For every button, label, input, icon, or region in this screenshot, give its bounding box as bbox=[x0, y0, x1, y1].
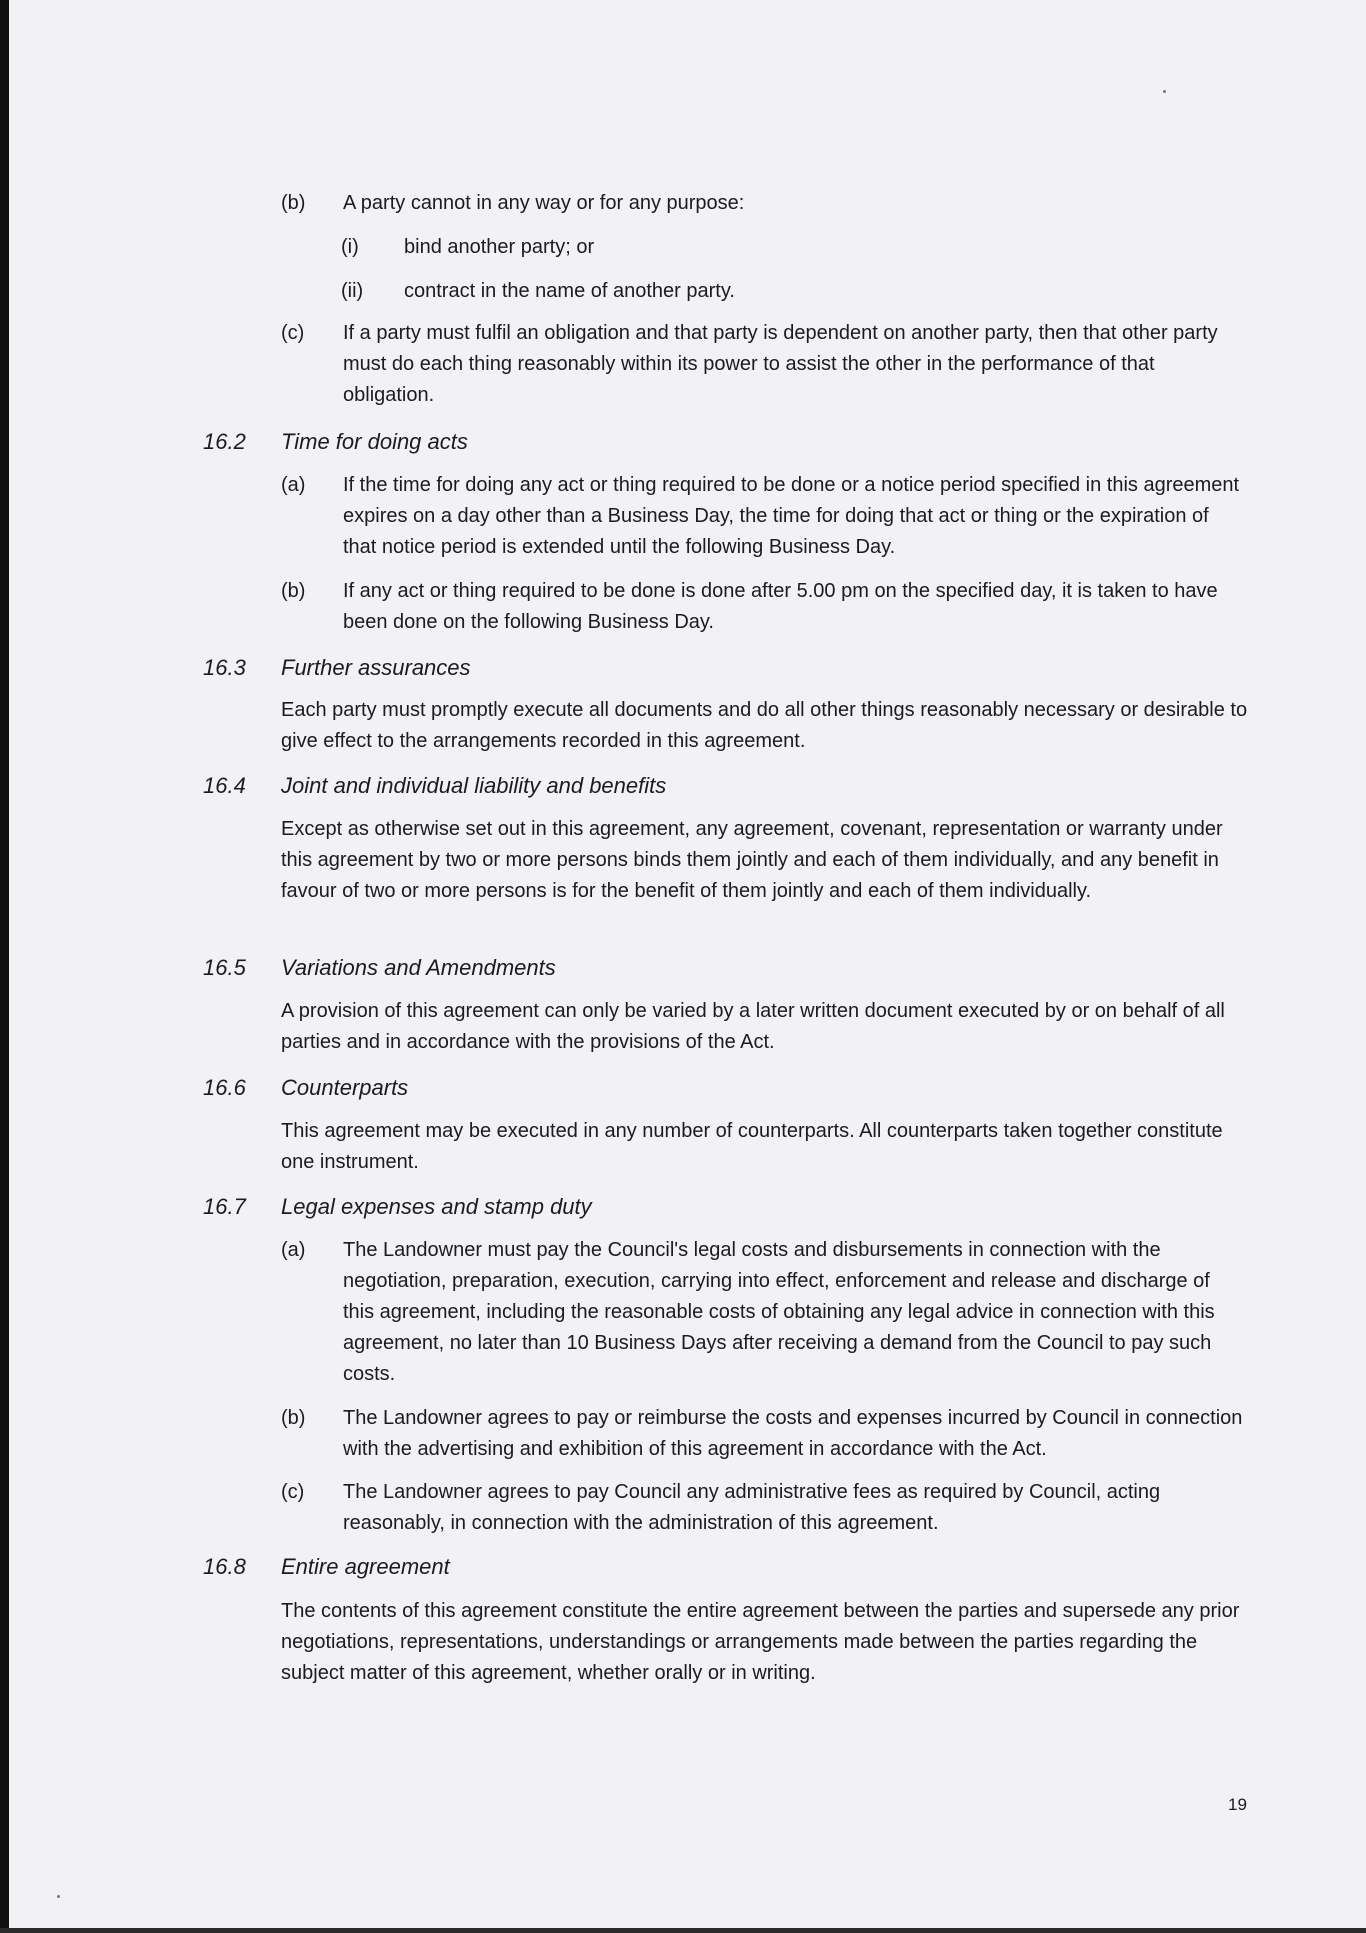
clause-label: (c) bbox=[281, 1481, 305, 1503]
clause-label: (b) bbox=[281, 580, 306, 602]
scan-speck bbox=[1163, 90, 1166, 93]
section-body: A provision of this agreement can only be varied by a later written document executed by or on behalf of all parties and in accordance with the provisions of the Act. bbox=[281, 1000, 1225, 1053]
clause-label: (c) bbox=[281, 322, 305, 344]
section-body: Except as otherwise set out in this agreement, any agreement, covenant, representation or warranty under this agreement by two or more persons binds them jointly and each of them individually, and any benefit in favour of two or more persons is for the benefit of them jointly and each of them individually. bbox=[281, 818, 1223, 902]
section-number: 16.3 bbox=[203, 655, 246, 680]
clause-text: A party cannot in any way or for any purpose: bbox=[343, 192, 745, 214]
section-number: 16.8 bbox=[203, 1554, 246, 1579]
section-body: This agreement may be executed in any number of counterparts. All counterparts taken together constitute one instrument. bbox=[281, 1120, 1223, 1173]
section-number: 16.4 bbox=[203, 773, 246, 798]
section-title: Joint and individual liability and benefits bbox=[281, 773, 667, 798]
section-number: 16.7 bbox=[203, 1194, 246, 1219]
clause-text: The Landowner must pay the Council's legal costs and disbursements in connection with the negotiation, preparation, execution, carrying into effect, enforcement and release and discharge of this agreement, including the reasonable costs of obtaining any legal advice in connection with this agreement, no later than 10 Business Days after receiving a demand from the Council to pay such costs. bbox=[343, 1239, 1215, 1385]
subclause-text: bind another party; or bbox=[404, 236, 595, 258]
section-title: Further assurances bbox=[281, 655, 471, 680]
clause-text: If any act or thing required to be done is done after 5.00 pm on the specified day, it is taken to have been done on the following Business Day. bbox=[343, 580, 1218, 633]
subclause-label: (i) bbox=[341, 236, 359, 258]
section-number: 16.5 bbox=[203, 955, 246, 980]
section-body: Each party must promptly execute all documents and do all other things reasonably necessary or desirable to give effect to the arrangements recorded in this agreement. bbox=[281, 699, 1248, 752]
clause-text: If a party must fulfil an obligation and that party is dependent on another party, then that other party must do each thing reasonably within its power to assist the other in the performance of that obligation. bbox=[343, 322, 1218, 406]
section-title: Variations and Amendments bbox=[281, 955, 556, 980]
clause-label: (a) bbox=[281, 1239, 306, 1261]
section-number: 16.2 bbox=[203, 429, 246, 454]
clause-label: (b) bbox=[281, 1407, 306, 1429]
section-title: Time for doing acts bbox=[281, 429, 468, 454]
clause-label: (a) bbox=[281, 474, 306, 496]
subclause-text: contract in the name of another party. bbox=[404, 280, 735, 302]
page-number: 19 bbox=[1228, 1795, 1247, 1814]
subclause-label: (ii) bbox=[341, 280, 364, 302]
section-number: 16.6 bbox=[203, 1075, 246, 1100]
section-body: The contents of this agreement constitute the entire agreement between the parties and supersede any prior negotiations, representations, understandings or arrangements made between the parties regarding the subject matter of this agreement, whether orally or in writing. bbox=[281, 1600, 1240, 1684]
section-title: Entire agreement bbox=[281, 1554, 450, 1579]
clause-text: The Landowner agrees to pay Council any administrative fees as required by Council, acting reasonably, in connection with the administration of this agreement. bbox=[343, 1481, 1161, 1534]
clause-text: The Landowner agrees to pay or reimburse the costs and expenses incurred by Council in connection with the advertising and exhibition of this agreement in accordance with the Act. bbox=[343, 1407, 1243, 1460]
scan-speck bbox=[57, 1895, 60, 1898]
section-title: Counterparts bbox=[281, 1075, 409, 1100]
section-title: Legal expenses and stamp duty bbox=[281, 1194, 592, 1219]
clause-label: (b) bbox=[281, 192, 306, 214]
clause-text: If the time for doing any act or thing required to be done or a notice period specified in this agreement expires on a day other than a Business Day, the time for doing that act or thing or the expiration of that notice period is extended until the following Business Day. bbox=[343, 474, 1240, 558]
